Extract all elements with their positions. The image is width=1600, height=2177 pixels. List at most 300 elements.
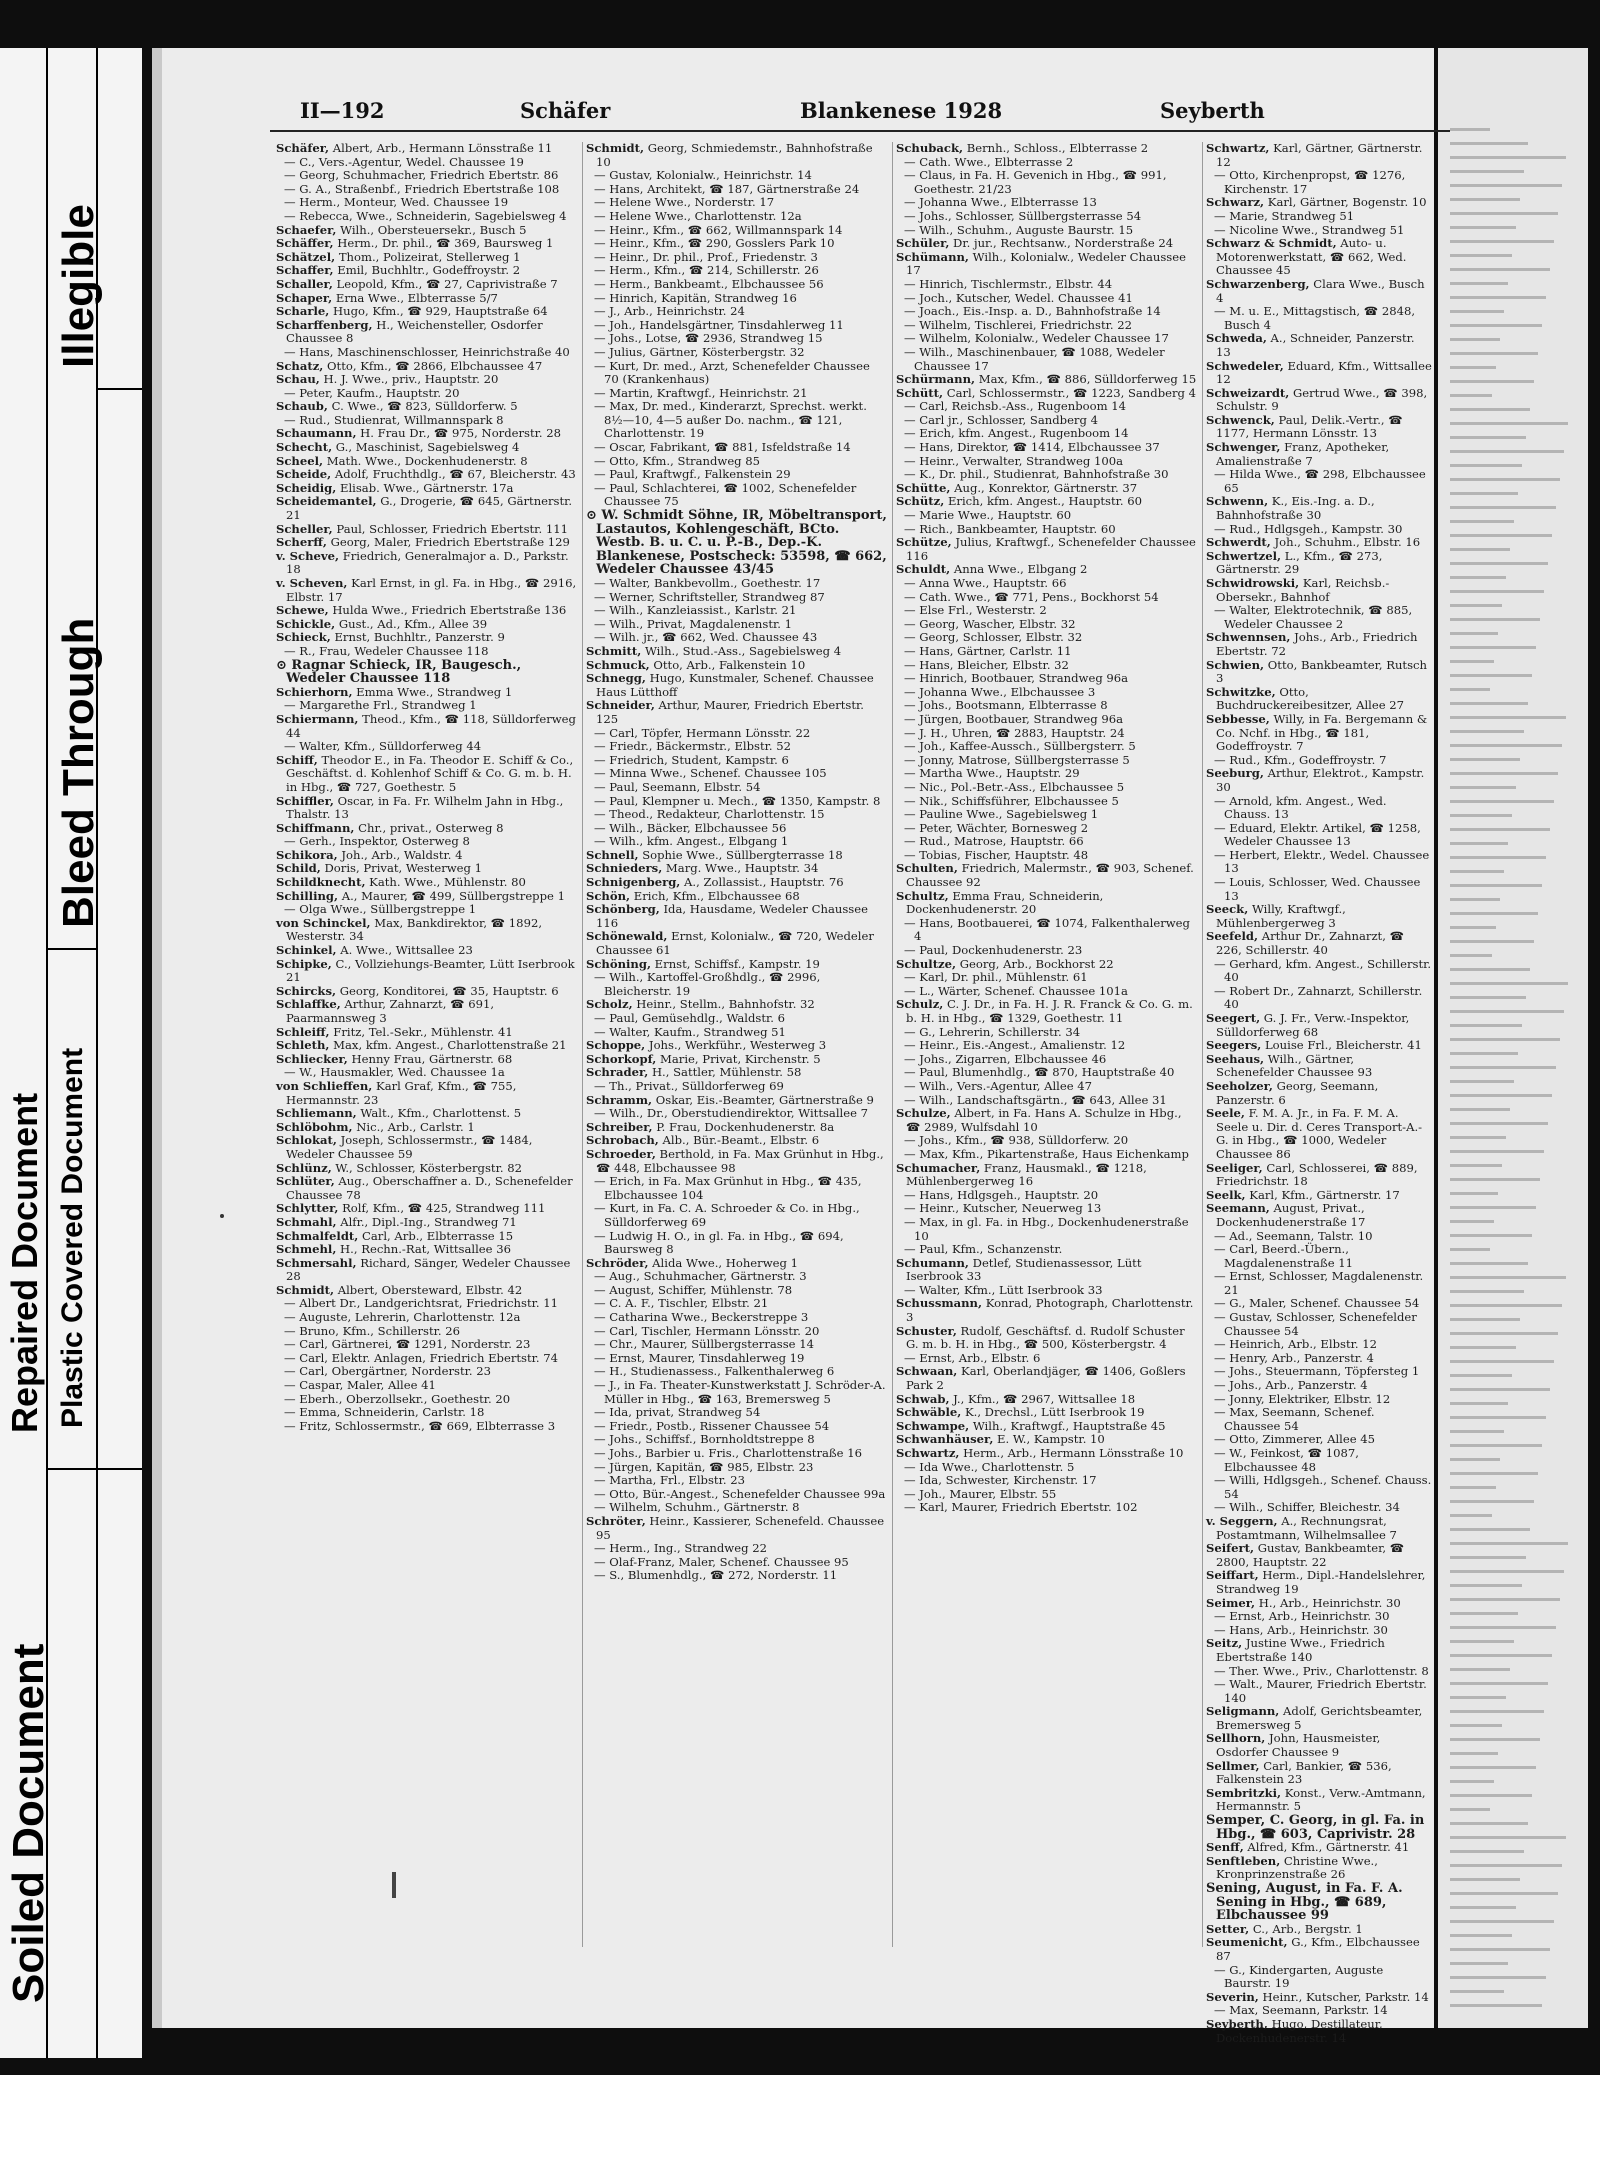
entry-details: Bernh., Schloss., Elbterrasse 2 bbox=[963, 141, 1149, 155]
facing-page-text-line bbox=[1450, 492, 1518, 495]
entry-details: Karl, Kfm., Gärtnerstr. 17 bbox=[1245, 1187, 1400, 1202]
directory-entry bbox=[1206, 414, 1432, 441]
facing-page-text-line bbox=[1450, 912, 1538, 915]
directory-entry bbox=[896, 251, 1198, 278]
directory-entry bbox=[896, 224, 1198, 238]
entry-details: — Herm., Kfm., ☎ 214, Schillerstr. 26 bbox=[594, 263, 819, 278]
directory-entry bbox=[896, 998, 1198, 1025]
directory-entry bbox=[276, 441, 578, 455]
facing-page-text-line bbox=[1450, 128, 1490, 131]
facing-page-text-line bbox=[1450, 520, 1514, 523]
entry-surname: Schlaffke, bbox=[276, 997, 341, 1012]
entry-details: — Johs., Kfm., ☎ 938, Sülldorferw. 20 bbox=[904, 1133, 1129, 1148]
facing-page-text-line bbox=[1450, 1850, 1524, 1853]
facing-page-text-line bbox=[1450, 1178, 1540, 1181]
directory-entry bbox=[896, 1488, 1198, 1502]
entry-surname: Schwennsen, bbox=[1206, 630, 1291, 645]
entry-details: — Ad., Seemann, Talstr. 10 bbox=[1214, 1228, 1373, 1243]
directory-entry bbox=[896, 536, 1198, 563]
entry-details: — Johs., Bootsmann, Elbterrasse 8 bbox=[904, 698, 1108, 713]
directory-entry bbox=[276, 1066, 578, 1080]
directory-entry bbox=[276, 142, 578, 156]
directory-entry bbox=[586, 808, 888, 822]
stamp-divider bbox=[46, 948, 96, 950]
directory-entry bbox=[276, 196, 578, 210]
facing-page-text-line bbox=[1450, 338, 1500, 341]
entry-details: Georg, Schmiedemstr., Bahnhofstraße 10 bbox=[596, 141, 873, 169]
entry-details: H., Sattler, Mühlenstr. 58 bbox=[648, 1065, 802, 1080]
directory-entry bbox=[586, 1406, 888, 1420]
directory-entry bbox=[896, 414, 1198, 428]
directory-entry bbox=[586, 169, 888, 183]
entry-details: Christine Wwe., Kronprinzenstraße 26 bbox=[1216, 1853, 1378, 1882]
entry-surname: Seeburg, bbox=[1206, 766, 1264, 781]
directory-entry bbox=[276, 278, 578, 292]
entry-surname: Schorkopf, bbox=[586, 1051, 657, 1066]
facing-page-text-line bbox=[1450, 1836, 1566, 1839]
entry-details: Leopold, Kfm., ☎ 27, Caprivistraße 7 bbox=[332, 276, 558, 291]
entry-surname: Schikora, bbox=[276, 847, 338, 862]
directory-entry bbox=[896, 400, 1198, 414]
entry-details: — Olga Wwe., Süllbergstreppe 1 bbox=[284, 902, 477, 917]
entry-surname: Scheel, bbox=[276, 453, 324, 468]
entry-details: E. W., Kampstr. 10 bbox=[993, 1432, 1105, 1447]
entry-details: — Else Frl., Westerstr. 2 bbox=[904, 603, 1047, 618]
directory-entry bbox=[586, 1134, 888, 1148]
entry-details: H. J. Wwe., priv., Hauptstr. 20 bbox=[319, 372, 499, 387]
entry-surname: Schrobach, bbox=[586, 1133, 659, 1148]
facing-page-text-line bbox=[1450, 842, 1508, 845]
directory-entry bbox=[586, 1202, 888, 1229]
directory-entry bbox=[1206, 224, 1432, 238]
directory-entry bbox=[1206, 1433, 1432, 1447]
entry-surname: Schiffmann, bbox=[276, 820, 355, 835]
entry-details: — Gerhard, kfm. Angest., Schillerstr. 40 bbox=[1214, 956, 1432, 985]
entry-details: — Johanna Wwe., Elbterrasse 13 bbox=[904, 195, 1097, 210]
facing-page-text-line bbox=[1450, 1962, 1508, 1965]
entry-details: — Claus, in Fa. H. Gevenich in Hbg., ☎ 991, Goethestr. 21/23 bbox=[904, 168, 1167, 196]
entry-details: Elisab. Wwe., Gärtnerstr. 17a bbox=[336, 480, 514, 495]
directory-entry bbox=[586, 1270, 888, 1284]
facing-page-text-line bbox=[1450, 1598, 1560, 1601]
facing-page-text-line bbox=[1450, 548, 1510, 551]
entry-surname: Scheide, bbox=[276, 467, 332, 482]
entry-details: Franz, Apotheker, Amalienstraße 7 bbox=[1216, 440, 1390, 468]
directory-entry bbox=[1206, 1624, 1432, 1638]
directory-column-4 bbox=[1206, 141, 1432, 2045]
entry-details: Oscar, in Fa. Fr. Wilhelm Jahn in Hbg., Thalstr. 13 bbox=[286, 793, 564, 822]
entry-details: C., Vollziehungs-Beamter, Lütt Iserbrook 21 bbox=[286, 956, 575, 985]
directory-entry bbox=[896, 427, 1198, 441]
directory-entry bbox=[896, 686, 1198, 700]
directory-entry bbox=[586, 1420, 888, 1434]
entry-details: — Anna Wwe., Hauptstr. 66 bbox=[904, 576, 1067, 590]
entry-surname: Schwarz & Schmidt, bbox=[1206, 236, 1337, 251]
directory-entry bbox=[1206, 1270, 1432, 1297]
facing-page-text-line bbox=[1450, 1248, 1490, 1251]
directory-entry bbox=[896, 169, 1198, 196]
entry-details: — Kurt, Dr. med., Arzt, Schenefelder Chaussee 70 (Krankenhaus) bbox=[594, 358, 870, 387]
directory-entry bbox=[896, 455, 1198, 469]
directory-entry bbox=[586, 292, 888, 306]
stamp-repaired: Repaired Document bbox=[4, 1092, 45, 1433]
entry-surname: Schleiff, bbox=[276, 1024, 330, 1039]
directory-entry bbox=[896, 1433, 1198, 1447]
entry-details: — M. u. E., Mittagstisch, ☎ 2848, Busch 4 bbox=[1214, 304, 1416, 332]
entry-surname: Schmitt, bbox=[586, 643, 642, 658]
entry-surname: Schreiber, bbox=[586, 1119, 653, 1134]
entry-details: A., Rechnungsrat, Postamtmann, Wilhelmsallee 7 bbox=[1216, 1513, 1397, 1542]
entry-details: Justine Wwe., Friedrich Ebertstraße 140 bbox=[1216, 1636, 1385, 1664]
directory-entry bbox=[276, 1107, 578, 1121]
directory-entry bbox=[586, 1039, 888, 1053]
entry-details: — Walt., Maurer, Friedrich Ebertstr. 140 bbox=[1214, 1677, 1427, 1705]
entry-surname: Schaefer, bbox=[276, 222, 337, 237]
entry-details: A., Schneider, Panzerstr. 13 bbox=[1216, 331, 1415, 359]
entry-surname: Sembritzki, bbox=[1206, 1785, 1282, 1800]
entry-surname: Schilling, bbox=[276, 888, 339, 903]
directory-entry bbox=[1206, 1760, 1432, 1787]
facing-page-text-line bbox=[1450, 786, 1516, 789]
facing-page-text-line bbox=[1450, 1360, 1554, 1363]
entry-details: Johs., Werkführ., Westerweg 3 bbox=[645, 1038, 827, 1053]
entry-details: — Georg, Schlosser, Elbstr. 32 bbox=[904, 630, 1083, 645]
entry-surname: Schaumann, bbox=[276, 426, 357, 441]
entry-details: Alida Wwe., Hoherweg 1 bbox=[648, 1255, 798, 1270]
directory-entry bbox=[276, 1053, 578, 1067]
entry-details: Max, kfm. Angest., Charlottenstraße 21 bbox=[329, 1038, 567, 1053]
directory-entry bbox=[276, 740, 578, 754]
entry-details: Paul, Delik.-Vertr., ☎ 1177, Hermann Lönsstr. 13 bbox=[1216, 412, 1403, 441]
entry-details: — Johs., Barbier u. Fris., Charlottenstraße 16 bbox=[594, 1446, 862, 1460]
directory-entry bbox=[586, 890, 888, 904]
directory-entry bbox=[1206, 1406, 1432, 1433]
entry-surname: Schiff, bbox=[276, 752, 318, 767]
entry-surname: Seemann, bbox=[1206, 1201, 1270, 1216]
entry-details: — J., in Fa. Theater-Kunstwerkstatt J. Schröder-A. Müller in Hbg., ☎ 163, Bremersweg 5 bbox=[594, 1378, 886, 1406]
entry-surname: Schliemann, bbox=[276, 1106, 357, 1121]
directory-entry bbox=[896, 1243, 1198, 1257]
entry-details: Eduard, Kfm., Wittsallee 12 bbox=[1216, 358, 1432, 387]
entry-details: Albert, Arb., Hermann Lönsstraße 11 bbox=[329, 141, 553, 155]
directory-entry bbox=[586, 903, 888, 930]
entry-details: — Wilh., Vers.-Agentur, Allee 47 bbox=[904, 1078, 1093, 1093]
entry-details: — Johs., Steuermann, Töpfersteg 1 bbox=[1214, 1364, 1420, 1379]
facing-page-text-line bbox=[1450, 1514, 1492, 1517]
facing-page-text-line bbox=[1450, 1304, 1562, 1307]
entry-details: — Rud., Studienrat, Willmannspark 8 bbox=[284, 412, 504, 427]
stamp-divider bbox=[96, 1468, 142, 1470]
entry-details: Max, Bankdirektor, ☎ 1892, Westerstr. 34 bbox=[286, 915, 543, 944]
directory-column-1 bbox=[276, 142, 578, 1947]
entry-surname: Seifert, bbox=[1206, 1541, 1255, 1556]
directory-entry bbox=[276, 1379, 578, 1393]
directory-entry bbox=[1206, 278, 1432, 305]
directory-entry bbox=[1206, 604, 1432, 631]
entry-surname: Schildknecht, bbox=[276, 875, 366, 890]
entry-surname: Schwerdt, bbox=[1206, 535, 1271, 550]
facing-page-text-line bbox=[1450, 940, 1534, 943]
facing-page-text-line bbox=[1450, 464, 1522, 467]
entry-details: — Wilh. jr., ☎ 662, Wed. Chaussee 43 bbox=[594, 630, 818, 645]
header-last-name: Seyberth bbox=[1160, 98, 1265, 123]
entry-surname: Schlüter, bbox=[276, 1174, 335, 1189]
directory-entry bbox=[1206, 1393, 1432, 1407]
facing-page-text-line bbox=[1450, 1542, 1568, 1545]
directory-entry bbox=[1206, 767, 1432, 794]
facing-page-text-line bbox=[1450, 1626, 1556, 1629]
entry-details: — Carl, Beerd.-Übern., Magdalenenstraße 11 bbox=[1214, 1242, 1354, 1270]
stamp-illegible: Illegible bbox=[54, 204, 103, 368]
entry-surname: Schliecker, bbox=[276, 1051, 348, 1066]
directory-entry bbox=[586, 346, 888, 360]
facing-page-text-line bbox=[1450, 1094, 1552, 1097]
entry-details: — Otto, Kfm., Strandweg 85 bbox=[594, 453, 761, 468]
directory-entry bbox=[896, 849, 1198, 863]
entry-details: — Hinrich, Bootbauer, Strandweg 96a bbox=[904, 671, 1129, 686]
directory-entry bbox=[1206, 196, 1432, 210]
entry-surname: Schmidt, bbox=[586, 141, 645, 155]
entry-details: A. Wwe., Wittsallee 23 bbox=[336, 943, 473, 958]
directory-entry bbox=[1206, 1474, 1432, 1501]
entry-details: — Hans, Direktor, ☎ 1414, Elbchaussee 37 bbox=[904, 440, 1160, 455]
facing-page-text-line bbox=[1450, 1934, 1512, 1937]
directory-entry bbox=[586, 1352, 888, 1366]
directory-entry bbox=[896, 958, 1198, 972]
entry-surname: Schwampe, bbox=[896, 1418, 970, 1433]
directory-entry bbox=[1206, 305, 1432, 332]
entry-surname: Schmehl, bbox=[276, 1242, 337, 1257]
entry-details: Emma Frau, Schneiderin, Dockenhudenerstr. 20 bbox=[906, 888, 1104, 917]
entry-details: — L., Wärter, Schenef. Chaussee 101a bbox=[904, 983, 1128, 998]
entry-surname: Schussmann, bbox=[896, 1296, 983, 1311]
facing-page-text-line bbox=[1450, 1570, 1564, 1573]
entry-surname: Schwartz, bbox=[896, 1446, 960, 1460]
facing-page-text-line bbox=[1450, 828, 1550, 831]
entry-surname: Schramm, bbox=[586, 1092, 653, 1107]
directory-entry bbox=[1206, 169, 1432, 196]
directory-entry bbox=[1206, 441, 1432, 468]
facing-page-text-line bbox=[1450, 1150, 1544, 1153]
entry-details: — Wilh., Bäcker, Elbchaussee 56 bbox=[594, 820, 787, 835]
entry-details: — Wilh., Schuhm., Auguste Baurstr. 15 bbox=[904, 222, 1134, 237]
page-number: II—192 bbox=[300, 98, 385, 123]
entry-details: — Max, Seemann, Parkstr. 14 bbox=[1214, 2003, 1388, 2018]
entry-details: Aug., Oberschaffner a. D., Schenefelder Chaussee 78 bbox=[286, 1174, 573, 1202]
entry-details: Herm., Dipl.-Handelslehrer, Strandweg 19 bbox=[1216, 1568, 1426, 1596]
directory-entry bbox=[586, 1325, 888, 1339]
entry-details: G. J. Fr., Verw.-Inspektor, Sülldorferweg 68 bbox=[1216, 1011, 1410, 1039]
entry-details: — Paul, Gemüsehdlg., Waldstr. 6 bbox=[594, 1011, 786, 1025]
facing-page-text-line bbox=[1450, 646, 1536, 649]
directory-entry bbox=[586, 577, 888, 591]
directory-entry bbox=[586, 264, 888, 278]
facing-page-text-line bbox=[1450, 1948, 1550, 1951]
facing-page-text-line bbox=[1450, 240, 1554, 243]
entry-details: — Friedr., Postb., Rissener Chaussee 54 bbox=[594, 1418, 830, 1433]
facing-page-text-line bbox=[1450, 1402, 1508, 1405]
facing-page-text-line bbox=[1450, 212, 1558, 215]
entry-details: — Jürgen, Kapitän, ☎ 985, Elbstr. 23 bbox=[594, 1459, 814, 1474]
entry-details: — Walter, Kaufm., Strandweg 51 bbox=[594, 1024, 786, 1039]
entry-details: — Pauline Wwe., Sagebielsweg 1 bbox=[904, 807, 1099, 822]
directory-entry bbox=[276, 1134, 578, 1161]
entry-details: Wilh., Kolonialw., Wedeler Chaussee 17 bbox=[906, 249, 1186, 278]
directory-entry bbox=[1206, 1732, 1432, 1759]
entry-details: — Th., Privat., Sülldorferweg 69 bbox=[594, 1078, 784, 1093]
entry-details: Arthur Dr., Zahnarzt, ☎ 226, Schillerstr. 40 bbox=[1216, 929, 1405, 958]
directory-entry bbox=[276, 414, 578, 428]
entry-details: — Margarethe Frl., Strandweg 1 bbox=[284, 698, 477, 713]
entry-details: — Hinrich, Kapitän, Strandweg 16 bbox=[594, 290, 797, 305]
directory-entry bbox=[276, 713, 578, 740]
directory-entry bbox=[276, 468, 578, 482]
directory-entry bbox=[276, 169, 578, 183]
directory-entry bbox=[896, 1325, 1198, 1352]
entry-details: — Wilh., Maschinenbauer, ☎ 1088, Wedeler Chaussee 17 bbox=[904, 344, 1165, 373]
entry-details: — Paul, Blumenhdlg., ☎ 870, Hauptstraße 40 bbox=[904, 1065, 1175, 1080]
entry-details: Wilh., Kraftwgf., Hauptstraße 45 bbox=[969, 1418, 1166, 1433]
entry-details: Rudolf, Geschäftsf. d. Rudolf Schuster G. m. b. H. in Hbg., ☎ 500, Kösterbergstr. 4 bbox=[906, 1323, 1185, 1352]
entry-details: Marie, Privat, Kirchenstr. 5 bbox=[656, 1051, 821, 1066]
directory-entry bbox=[586, 278, 888, 292]
directory-entry bbox=[276, 264, 578, 278]
entry-surname: Seumenicht, bbox=[1206, 1935, 1288, 1950]
directory-entry bbox=[586, 387, 888, 401]
facing-page-text-line bbox=[1450, 1416, 1546, 1419]
directory-entry bbox=[1206, 1923, 1432, 1937]
directory-entry bbox=[586, 631, 888, 645]
entry-surname: Seele, bbox=[1206, 1106, 1245, 1121]
entry-surname: Schwarzenberg, bbox=[1206, 276, 1310, 291]
facing-page-text-line bbox=[1450, 1864, 1562, 1867]
entry-surname: Schürmann, bbox=[896, 372, 976, 387]
entry-surname: Schwien, bbox=[1206, 657, 1265, 672]
directory-entry bbox=[586, 727, 888, 741]
entry-surname: Seyberth, bbox=[1206, 2016, 1268, 2031]
facing-page-text-line bbox=[1450, 1990, 1504, 1993]
entry-surname: Schlokat, bbox=[276, 1133, 337, 1148]
facing-page-text-line bbox=[1450, 800, 1554, 803]
facing-page-text-line bbox=[1450, 1612, 1518, 1615]
entry-surname: Seligmann, bbox=[1206, 1704, 1280, 1719]
entry-surname: Sebbesse, bbox=[1206, 711, 1270, 726]
directory-entry bbox=[896, 319, 1198, 333]
directory-entry bbox=[896, 1094, 1198, 1108]
directory-entry bbox=[586, 142, 888, 169]
directory-entry bbox=[586, 1026, 888, 1040]
entry-surname: Severin, bbox=[1206, 1989, 1259, 2004]
entry-details: — Joh., Handelsgärtner, Tinsdahlerweg 11 bbox=[594, 317, 844, 332]
directory-entry bbox=[1206, 1678, 1432, 1705]
entry-details: K., Eis.-Ing. a. D., Bahnhofstraße 30 bbox=[1216, 494, 1375, 523]
entry-surname: Schaffer, bbox=[276, 263, 334, 278]
directory-entry bbox=[896, 618, 1198, 632]
entry-details: Nic., Arb., Carlstr. 1 bbox=[352, 1119, 475, 1134]
directory-entry bbox=[896, 822, 1198, 836]
facing-page-text-line bbox=[1450, 142, 1528, 145]
entry-details: — Karl, Maurer, Friedrich Ebertstr. 102 bbox=[904, 1500, 1138, 1515]
entry-surname: Schulz, bbox=[896, 997, 944, 1012]
facing-page-text-line bbox=[1450, 450, 1564, 453]
entry-details: — Ther. Wwe., Priv., Charlottenstr. 8 bbox=[1214, 1663, 1429, 1678]
entry-details: Sophie Wwe., Süllbergterrasse 18 bbox=[638, 847, 843, 862]
directory-entry bbox=[896, 591, 1198, 605]
directory-entry bbox=[896, 985, 1198, 999]
entry-details: — Louis, Schlosser, Wed. Chaussee 13 bbox=[1214, 875, 1421, 903]
entry-details: — Arnold, kfm. Angest., Wed. Chauss. 13 bbox=[1214, 793, 1387, 822]
directory-entry bbox=[586, 1433, 888, 1447]
directory-entry bbox=[1206, 1637, 1432, 1664]
entry-details: Arthur, Maurer, Friedrich Ebertstr. 125 bbox=[596, 698, 864, 726]
entry-surname: Schierhorn, bbox=[276, 684, 353, 699]
facing-page-text-line bbox=[1450, 380, 1534, 383]
directory-entry bbox=[1206, 1352, 1432, 1366]
entry-surname: Schumacher, bbox=[896, 1160, 981, 1175]
directory-entry bbox=[896, 645, 1198, 659]
directory-entry bbox=[586, 1175, 888, 1202]
facing-page-text-line bbox=[1450, 1192, 1498, 1195]
entry-details: — Martha, Frl., Elbstr. 23 bbox=[594, 1473, 745, 1488]
entry-details: — Max, Seemann, Schenef. Chaussee 54 bbox=[1214, 1405, 1375, 1433]
entry-details: — Martin, Kraftwgf., Heinrichstr. 21 bbox=[594, 385, 808, 400]
facing-page-text-line bbox=[1450, 408, 1530, 411]
entry-surname: Schaub, bbox=[276, 399, 328, 414]
facing-page-text-line bbox=[1450, 758, 1520, 761]
entry-details: — Wilh., Landschaftsgärtn., ☎ 643, Allee 31 bbox=[904, 1092, 1167, 1107]
directory-entry bbox=[1206, 1501, 1432, 1515]
entry-details: A., Zollassist., Hauptstr. 76 bbox=[680, 875, 844, 890]
entry-details: — Friedr., Bäckermstr., Elbstr. 52 bbox=[594, 739, 792, 754]
facing-page-text-line bbox=[1450, 1500, 1534, 1503]
directory-entry bbox=[1206, 332, 1432, 359]
directory-entry bbox=[276, 876, 578, 890]
entry-details: Georg, Seemann, Panzerstr. 6 bbox=[1216, 1078, 1379, 1107]
directory-entry bbox=[586, 441, 888, 455]
entry-surname: Schlytter, bbox=[276, 1201, 339, 1216]
directory-entry bbox=[276, 604, 578, 618]
facing-page-text-line bbox=[1450, 632, 1498, 635]
directory-entry bbox=[276, 523, 578, 537]
entry-details: — Walter, Kfm., Sülldorferweg 44 bbox=[284, 739, 482, 754]
entry-details: — Wilh., kfm. Angest., Elbgang 1 bbox=[594, 834, 789, 849]
directory-entry bbox=[896, 631, 1198, 645]
directory-entry bbox=[586, 971, 888, 998]
column-divider bbox=[1202, 142, 1203, 1947]
entry-details: Alfr., Dipl.-Ing., Strandweg 71 bbox=[336, 1214, 517, 1229]
directory-entry bbox=[1206, 1243, 1432, 1270]
firm-entry-text: ⊙ Ragnar Schieck, IR, Baugesch., Wedeler Chaussee 118 bbox=[276, 657, 522, 687]
entry-surname: Schwidrowski, bbox=[1206, 576, 1300, 590]
directory-entry bbox=[1206, 659, 1432, 686]
entry-details: — Martha Wwe., Hauptstr. 29 bbox=[904, 766, 1080, 781]
directory-entry bbox=[276, 251, 578, 265]
entry-details: Marg. Wwe., Hauptstr. 34 bbox=[662, 861, 819, 876]
entry-details: — Wilh., Kanzleiassist., Karlstr. 21 bbox=[594, 603, 797, 618]
directory-entry bbox=[896, 944, 1198, 958]
facing-page-text-line bbox=[1450, 870, 1504, 873]
entry-details: Julius, Kraftwgf., Schenefelder Chaussee 116 bbox=[906, 535, 1196, 563]
entry-surname: Seegert, bbox=[1206, 1011, 1261, 1025]
directory-entry bbox=[896, 1039, 1198, 1053]
entry-details: Georg, Konditorei, ☎ 35, Hauptstr. 6 bbox=[336, 983, 559, 998]
directory-entry bbox=[896, 1162, 1198, 1189]
facing-page-text-line bbox=[1450, 744, 1562, 747]
directory-entry bbox=[586, 659, 888, 673]
directory-entry bbox=[276, 427, 578, 441]
directory-entry bbox=[896, 210, 1198, 224]
entry-details: — Erich, kfm. Angest., Rugenboom 14 bbox=[904, 426, 1129, 441]
